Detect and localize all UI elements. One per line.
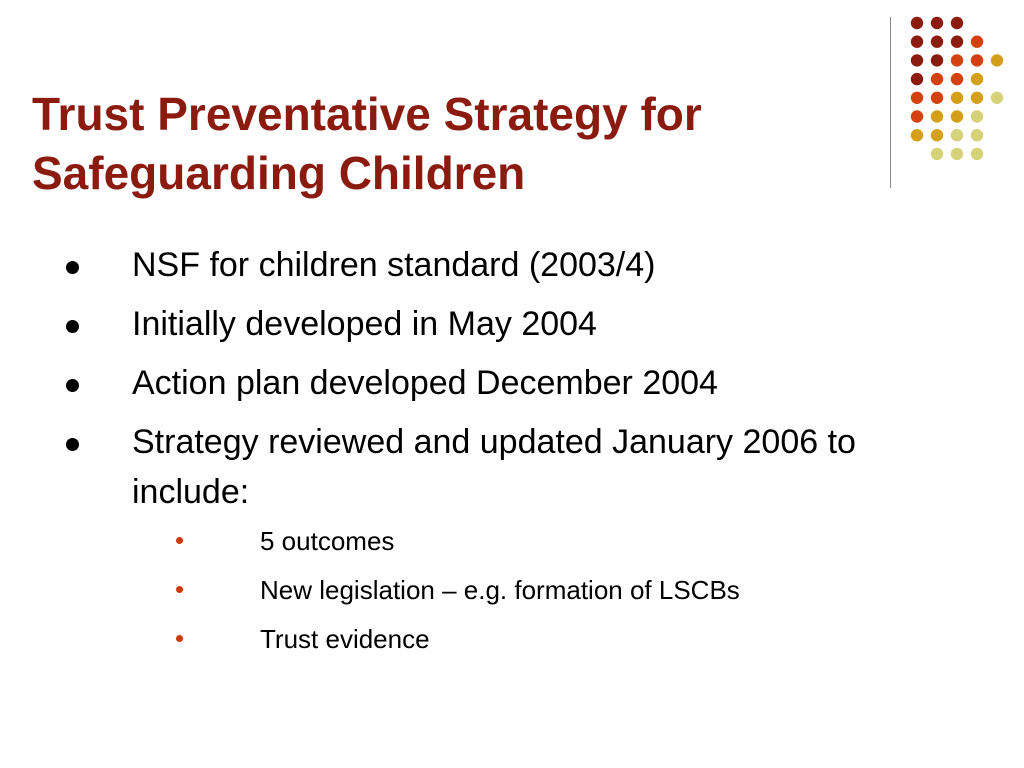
decorative-dot	[931, 148, 943, 160]
sub-bullet-text: 5 outcomes	[260, 526, 395, 556]
decorative-dot	[911, 129, 923, 141]
sub-bullet-item	[0, 623, 892, 655]
slide-title-line-2: Safeguarding Children	[32, 147, 526, 199]
decorative-dot	[931, 129, 943, 141]
decorative-dot	[951, 36, 963, 48]
decorative-dot	[911, 92, 923, 104]
bullet-text: NSF for children standard (2003/4)	[132, 246, 656, 284]
decorative-dot	[931, 92, 943, 104]
sub-bullet-list	[132, 525, 892, 655]
decorative-dot	[911, 73, 923, 85]
bullet-dot-icon	[66, 438, 79, 451]
bullet-dot-icon	[66, 261, 79, 274]
decorative-dot	[911, 54, 923, 66]
decorative-dot	[911, 17, 923, 29]
decorative-dot	[991, 54, 1003, 66]
bullet-text: Initially developed in May 2004	[132, 305, 597, 343]
vertical-divider	[890, 17, 891, 188]
decorative-dot	[951, 92, 963, 104]
decorative-dot	[971, 110, 983, 122]
bullet-item	[0, 358, 892, 408]
decorative-dot	[951, 54, 963, 66]
decorative-dot	[931, 17, 943, 29]
decorative-dot	[971, 92, 983, 104]
decorative-dot	[931, 36, 943, 48]
slide-title	[32, 85, 872, 203]
decorative-dot	[931, 73, 943, 85]
decorative-dot	[931, 54, 943, 66]
decorative-dot	[971, 148, 983, 160]
square-bullet-icon	[176, 537, 183, 544]
sub-bullet-item	[0, 574, 892, 606]
decorative-dot	[951, 110, 963, 122]
sub-bullet-text: New legislation – e.g. formation of LSCBs	[260, 575, 740, 605]
decorative-dot	[951, 129, 963, 141]
sub-bullet-text: Trust evidence	[260, 624, 430, 654]
bullet-item	[0, 299, 892, 349]
decorative-dot	[951, 73, 963, 85]
decorative-dot	[931, 110, 943, 122]
sub-bullet-item	[0, 525, 892, 557]
decorative-dot	[991, 92, 1003, 104]
bullet-text: Action plan developed December 2004	[132, 364, 718, 402]
decorative-dot	[971, 129, 983, 141]
bullet-dot-icon	[66, 320, 79, 333]
decorative-dot	[971, 36, 983, 48]
bullet-text: Strategy reviewed and updated January 2006 to include:	[132, 423, 856, 511]
square-bullet-icon	[176, 586, 183, 593]
bullet-dot-icon	[66, 379, 79, 392]
decorative-dot	[911, 36, 923, 48]
bullet-list	[0, 240, 892, 672]
bullet-item	[0, 417, 892, 655]
bullet-item	[0, 240, 892, 290]
decorative-dot	[971, 73, 983, 85]
decorative-dot	[911, 110, 923, 122]
decorative-dot	[971, 54, 983, 66]
decorative-dot	[951, 17, 963, 29]
slide-title-line-1: Trust Preventative Strategy for	[32, 88, 702, 140]
square-bullet-icon	[176, 635, 183, 642]
decorative-dot	[951, 148, 963, 160]
